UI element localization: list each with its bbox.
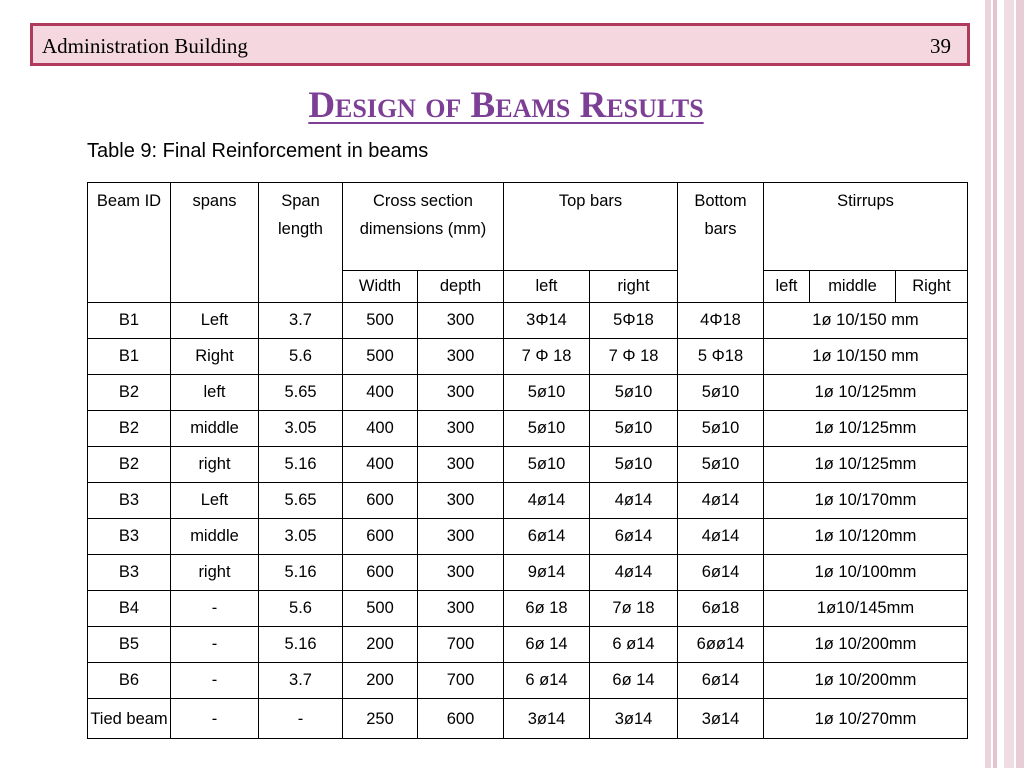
table-row: [88, 303, 968, 339]
cell-top-left: 3Φ14: [504, 303, 590, 339]
cell-length: 3.7: [259, 303, 343, 339]
cell-bottom: 4ø14: [678, 483, 764, 519]
cell-beam-id: B2: [88, 447, 171, 483]
cell-top-left: 6ø 18: [504, 591, 590, 627]
table-row: [88, 699, 968, 739]
cell-top-right: 7ø 18: [590, 591, 678, 627]
cell-depth: 300: [418, 519, 504, 555]
header-stirrup-middle: middle: [810, 271, 896, 303]
reinforcement-table: [87, 182, 968, 739]
cell-depth: 300: [418, 375, 504, 411]
cell-top-left: 3ø14: [504, 699, 590, 739]
cell-length: 3.05: [259, 411, 343, 447]
cell-bottom: 6ø14: [678, 555, 764, 591]
cell-top-left: 7 Φ 18: [504, 339, 590, 375]
table-row: [88, 483, 968, 519]
cell-top-right: 5ø10: [590, 375, 678, 411]
cell-beam-id: B6: [88, 663, 171, 699]
cell-span: -: [171, 663, 259, 699]
slide-title: Design of Beams Results: [308, 85, 704, 126]
table-row: [88, 375, 968, 411]
table-row: [88, 339, 968, 375]
table-row: [88, 627, 968, 663]
cell-stirrups: 1ø 10/170mm: [764, 483, 968, 519]
cell-bottom: 4Φ18: [678, 303, 764, 339]
cell-span: Right: [171, 339, 259, 375]
cell-beam-id: B4: [88, 591, 171, 627]
cell-beam-id: B2: [88, 375, 171, 411]
cell-span: Left: [171, 483, 259, 519]
header-top-left: left: [504, 271, 590, 303]
cell-width: 600: [343, 555, 418, 591]
table-row: [88, 411, 968, 447]
cell-width: 400: [343, 411, 418, 447]
cell-depth: 700: [418, 663, 504, 699]
cell-bottom: 5 Φ18: [678, 339, 764, 375]
table-caption: Table 9: Final Reinforcement in beams: [87, 140, 429, 162]
cell-width: 500: [343, 303, 418, 339]
cell-width: 500: [343, 591, 418, 627]
header-stirrup-left: left: [764, 271, 810, 303]
header-bar: [30, 23, 970, 66]
cell-width: 600: [343, 519, 418, 555]
cell-beam-id: B3: [88, 519, 171, 555]
cell-span: right: [171, 447, 259, 483]
header-bottom-bars: Bottom bars: [678, 183, 764, 303]
header-depth: depth: [418, 271, 504, 303]
cell-bottom: 5ø10: [678, 447, 764, 483]
cell-span: -: [171, 591, 259, 627]
cell-top-right: 5Φ18: [590, 303, 678, 339]
cell-top-right: 7 Φ 18: [590, 339, 678, 375]
cell-stirrups: 1ø10/145mm: [764, 591, 968, 627]
cell-top-left: 6 ø14: [504, 663, 590, 699]
cell-stirrups: 1ø 10/200mm: [764, 627, 968, 663]
cell-width: 200: [343, 663, 418, 699]
header-spans: spans: [171, 183, 259, 303]
cell-span: left: [171, 375, 259, 411]
cell-bottom: 3ø14: [678, 699, 764, 739]
cell-top-left: 5ø10: [504, 375, 590, 411]
cell-width: 400: [343, 447, 418, 483]
cell-depth: 300: [418, 447, 504, 483]
cell-bottom: 6ø18: [678, 591, 764, 627]
cell-span: -: [171, 699, 259, 739]
cell-span: right: [171, 555, 259, 591]
header-stirrups: Stirrups: [764, 183, 968, 271]
cell-length: 5.65: [259, 375, 343, 411]
cell-beam-id: B5: [88, 627, 171, 663]
cell-stirrups: 1ø 10/270mm: [764, 699, 968, 739]
header-cross-section: Cross section dimensions (mm): [343, 183, 504, 271]
cell-span: middle: [171, 519, 259, 555]
cell-bottom: 6øø14: [678, 627, 764, 663]
decor-stripe: [1016, 0, 1024, 768]
cell-span: Left: [171, 303, 259, 339]
cell-length: 3.7: [259, 663, 343, 699]
header-title: Administration Building: [42, 34, 248, 58]
cell-depth: 700: [418, 627, 504, 663]
cell-length: 5.16: [259, 555, 343, 591]
table-row: [88, 447, 968, 483]
cell-top-right: 4ø14: [590, 555, 678, 591]
cell-bottom: 6ø14: [678, 663, 764, 699]
cell-depth: 600: [418, 699, 504, 739]
cell-top-left: 5ø10: [504, 411, 590, 447]
cell-beam-id: B2: [88, 411, 171, 447]
cell-length: 5.65: [259, 483, 343, 519]
cell-bottom: 4ø14: [678, 519, 764, 555]
cell-beam-id: B1: [88, 303, 171, 339]
cell-width: 250: [343, 699, 418, 739]
header-top-bars: Top bars: [504, 183, 678, 271]
cell-depth: 300: [418, 555, 504, 591]
cell-top-left: 6ø 14: [504, 627, 590, 663]
cell-stirrups: 1ø 10/125mm: [764, 411, 968, 447]
cell-top-left: 4ø14: [504, 483, 590, 519]
cell-span: middle: [171, 411, 259, 447]
cell-depth: 300: [418, 483, 504, 519]
cell-top-right: 4ø14: [590, 483, 678, 519]
cell-depth: 300: [418, 411, 504, 447]
cell-top-left: 5ø10: [504, 447, 590, 483]
cell-width: 200: [343, 627, 418, 663]
cell-length: 5.6: [259, 339, 343, 375]
table-row: [88, 519, 968, 555]
cell-length: 5.16: [259, 627, 343, 663]
cell-top-right: 5ø10: [590, 411, 678, 447]
cell-beam-id: B3: [88, 483, 171, 519]
cell-top-right: 6 ø14: [590, 627, 678, 663]
cell-top-left: 6ø14: [504, 519, 590, 555]
cell-length: 5.6: [259, 591, 343, 627]
cell-beam-id: B1: [88, 339, 171, 375]
cell-width: 500: [343, 339, 418, 375]
cell-width: 400: [343, 375, 418, 411]
cell-top-left: 9ø14: [504, 555, 590, 591]
header-beam-id: Beam ID: [88, 183, 171, 303]
cell-top-right: 3ø14: [590, 699, 678, 739]
cell-stirrups: 1ø 10/150 mm: [764, 303, 968, 339]
cell-stirrups: 1ø 10/120mm: [764, 519, 968, 555]
table-row: [88, 555, 968, 591]
header-top-right: right: [590, 271, 678, 303]
cell-depth: 300: [418, 591, 504, 627]
cell-stirrups: 1ø 10/100mm: [764, 555, 968, 591]
cell-top-right: 6ø14: [590, 519, 678, 555]
cell-depth: 300: [418, 339, 504, 375]
cell-bottom: 5ø10: [678, 411, 764, 447]
cell-span: -: [171, 627, 259, 663]
header-width: Width: [343, 271, 418, 303]
cell-stirrups: 1ø 10/125mm: [764, 447, 968, 483]
cell-beam-id: Tied beam: [88, 699, 171, 739]
cell-width: 600: [343, 483, 418, 519]
header-stirrup-right: Right: [896, 271, 968, 303]
cell-bottom: 5ø10: [678, 375, 764, 411]
cell-depth: 300: [418, 303, 504, 339]
page-number: 39: [930, 34, 951, 58]
cell-length: 3.05: [259, 519, 343, 555]
cell-length: -: [259, 699, 343, 739]
cell-stirrups: 1ø 10/200mm: [764, 663, 968, 699]
header-span-length: Span length: [259, 183, 343, 303]
cell-stirrups: 1ø 10/150 mm: [764, 339, 968, 375]
cell-top-right: 6ø 14: [590, 663, 678, 699]
cell-beam-id: B3: [88, 555, 171, 591]
cell-stirrups: 1ø 10/125mm: [764, 375, 968, 411]
cell-length: 5.16: [259, 447, 343, 483]
cell-top-right: 5ø10: [590, 447, 678, 483]
table-row: [88, 663, 968, 699]
table-row: [88, 591, 968, 627]
